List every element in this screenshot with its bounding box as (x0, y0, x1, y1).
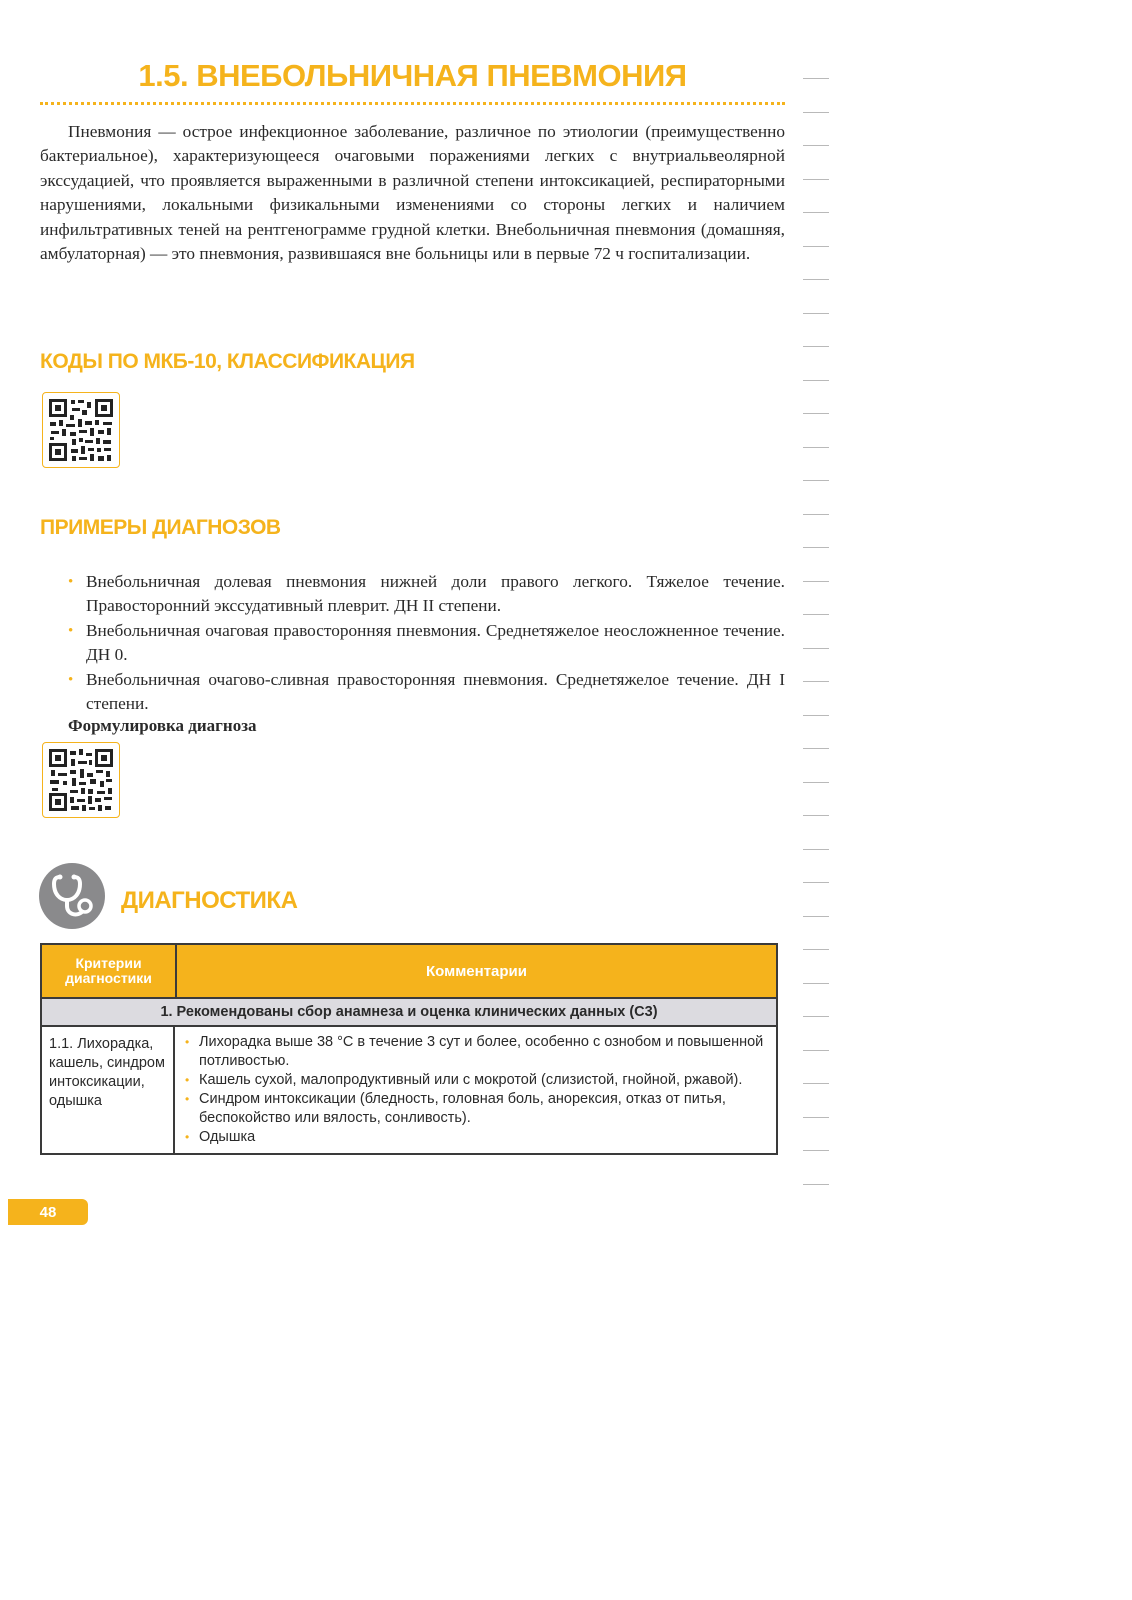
example-text: Внебольничная очагово-сливная правосторонняя пневмония. Среднетяжелое течение. ДН I степени. (86, 669, 785, 714)
title-dotted-rule (40, 102, 785, 105)
qr-code-icon (48, 398, 114, 462)
row-criteria-cell: 1.1. Лихорадка, кашель, синдром интоксикации, одышка (42, 1027, 175, 1153)
bullet-icon: • (68, 671, 74, 688)
bullet-icon: • (185, 1035, 190, 1049)
list-item (181, 1033, 768, 1071)
notes-rule-line (803, 715, 829, 716)
table-section-row: 1. Рекомендованы сбор анамнеза и оценка клинических данных (С3) (42, 997, 776, 1027)
notes-rule-line (803, 112, 829, 113)
list-item (60, 570, 785, 619)
comment-text: Одышка (199, 1129, 256, 1145)
list-item (181, 1128, 768, 1147)
diagnostic-criteria-table (40, 943, 778, 1155)
notes-rule-line (803, 212, 829, 213)
notes-rule-line (803, 380, 829, 381)
table-row (42, 1027, 776, 1153)
notes-rule-line (803, 882, 829, 883)
stethoscope-icon (38, 862, 106, 930)
notes-rule-line (803, 1016, 829, 1017)
comment-text: Синдром интоксикации (бледность, головная боль, анорексия, отказ от питья, беспокойство или вялость, сонливость). (199, 1091, 726, 1126)
notes-rule-line (803, 748, 829, 749)
notes-rule-line (803, 849, 829, 850)
icd-codes-heading: КОДЫ ПО МКБ-10, КЛАССИФИКАЦИЯ (40, 350, 415, 373)
page-number: 48 (8, 1199, 88, 1225)
notes-rule-line (803, 1117, 829, 1118)
notes-rule-line (803, 1184, 829, 1185)
comment-text: Кашель сухой, малопродуктивный или с мокротой (слизистой, гнойной, ржавой). (199, 1072, 743, 1088)
row-comments-cell (175, 1027, 776, 1153)
diagnosis-examples-heading: ПРИМЕРЫ ДИАГНОЗОВ (40, 516, 281, 539)
list-item (181, 1071, 768, 1090)
notes-rule-line (803, 145, 829, 146)
chapter-title: 1.5. ВНЕБОЛЬНИЧНАЯ ПНЕВМОНИЯ (138, 58, 687, 93)
notes-rule-line (803, 1150, 829, 1151)
header-criteria: Критерии диагностики (42, 945, 177, 997)
notes-rule-line (803, 313, 829, 314)
notes-rule-line (803, 782, 829, 783)
bullet-icon: • (68, 574, 74, 590)
qr-code-icon (48, 748, 114, 812)
bullet-icon: • (68, 622, 74, 639)
notes-rule-line (803, 480, 829, 481)
notes-rule-line (803, 949, 829, 950)
bullet-icon: • (185, 1073, 190, 1087)
notes-rule-line (803, 1050, 829, 1051)
list-item (60, 668, 785, 717)
comments-list (181, 1033, 768, 1147)
diagnosis-examples-list (60, 570, 785, 716)
notes-rule-line (803, 983, 829, 984)
notes-rule-line (803, 346, 829, 347)
bullet-icon: • (185, 1130, 190, 1144)
list-item (181, 1090, 768, 1128)
example-text: Внебольничная очаговая правосторонняя пневмония. Среднетяжелое неосложненное течение. ДН 0. (86, 620, 785, 665)
notes-rule-line (803, 179, 829, 180)
notes-rule-line (803, 279, 829, 280)
header-comments: Комментарии (425, 962, 527, 980)
notes-rule-line (803, 514, 829, 515)
comment-text: Лихорадка выше 38 °С в течение 3 сут и более, особенно с ознобом и повышенной потливостью. (199, 1034, 764, 1069)
notes-rule-line (803, 413, 829, 414)
diagnostics-heading: ДИАГНОСТИКА (121, 887, 298, 914)
intro-paragraph: Пневмония — острое инфекционное заболевание, различное по этиологии (преимущественно бактериальное), характеризующееся очаговыми поражениями легких с внутриальвеолярной экссудацией, что проявляется выраженными в различной степени интоксикацией, респираторными нарушениями, локальными физикальными изменениями со стороны легких и наличием инфильтративных теней на рентгенограмме грудной клетки. Внебольничная пневмония (домашняя, амбулаторная) — это пневмония, развившаяся вне больницы или в первые 72 ч госпитализации. (40, 122, 785, 264)
formulation-label: Формулировка диагноза (68, 716, 257, 735)
table-header (42, 945, 776, 997)
notes-rule-line (803, 614, 829, 615)
notes-rule-line (803, 648, 829, 649)
notes-rule-line (803, 447, 829, 448)
bullet-icon: • (185, 1092, 190, 1106)
notes-rule-line (803, 547, 829, 548)
notes-rule-line (803, 1083, 829, 1084)
notes-rule-line (803, 78, 829, 79)
example-text: Внебольничная долевая пневмония нижней доли правого легкого. Тяжелое течение. Правосторонний экссудативный плеврит. ДН II степени. (86, 572, 785, 616)
notes-rule-line (803, 581, 829, 582)
notes-rule-line (803, 916, 829, 917)
notes-rule-line (803, 246, 829, 247)
qr-code-icd[interactable] (42, 392, 120, 468)
qr-code-formulation[interactable] (42, 742, 120, 818)
notes-rule-line (803, 815, 829, 816)
list-item (60, 619, 785, 668)
notes-rule-line (803, 681, 829, 682)
